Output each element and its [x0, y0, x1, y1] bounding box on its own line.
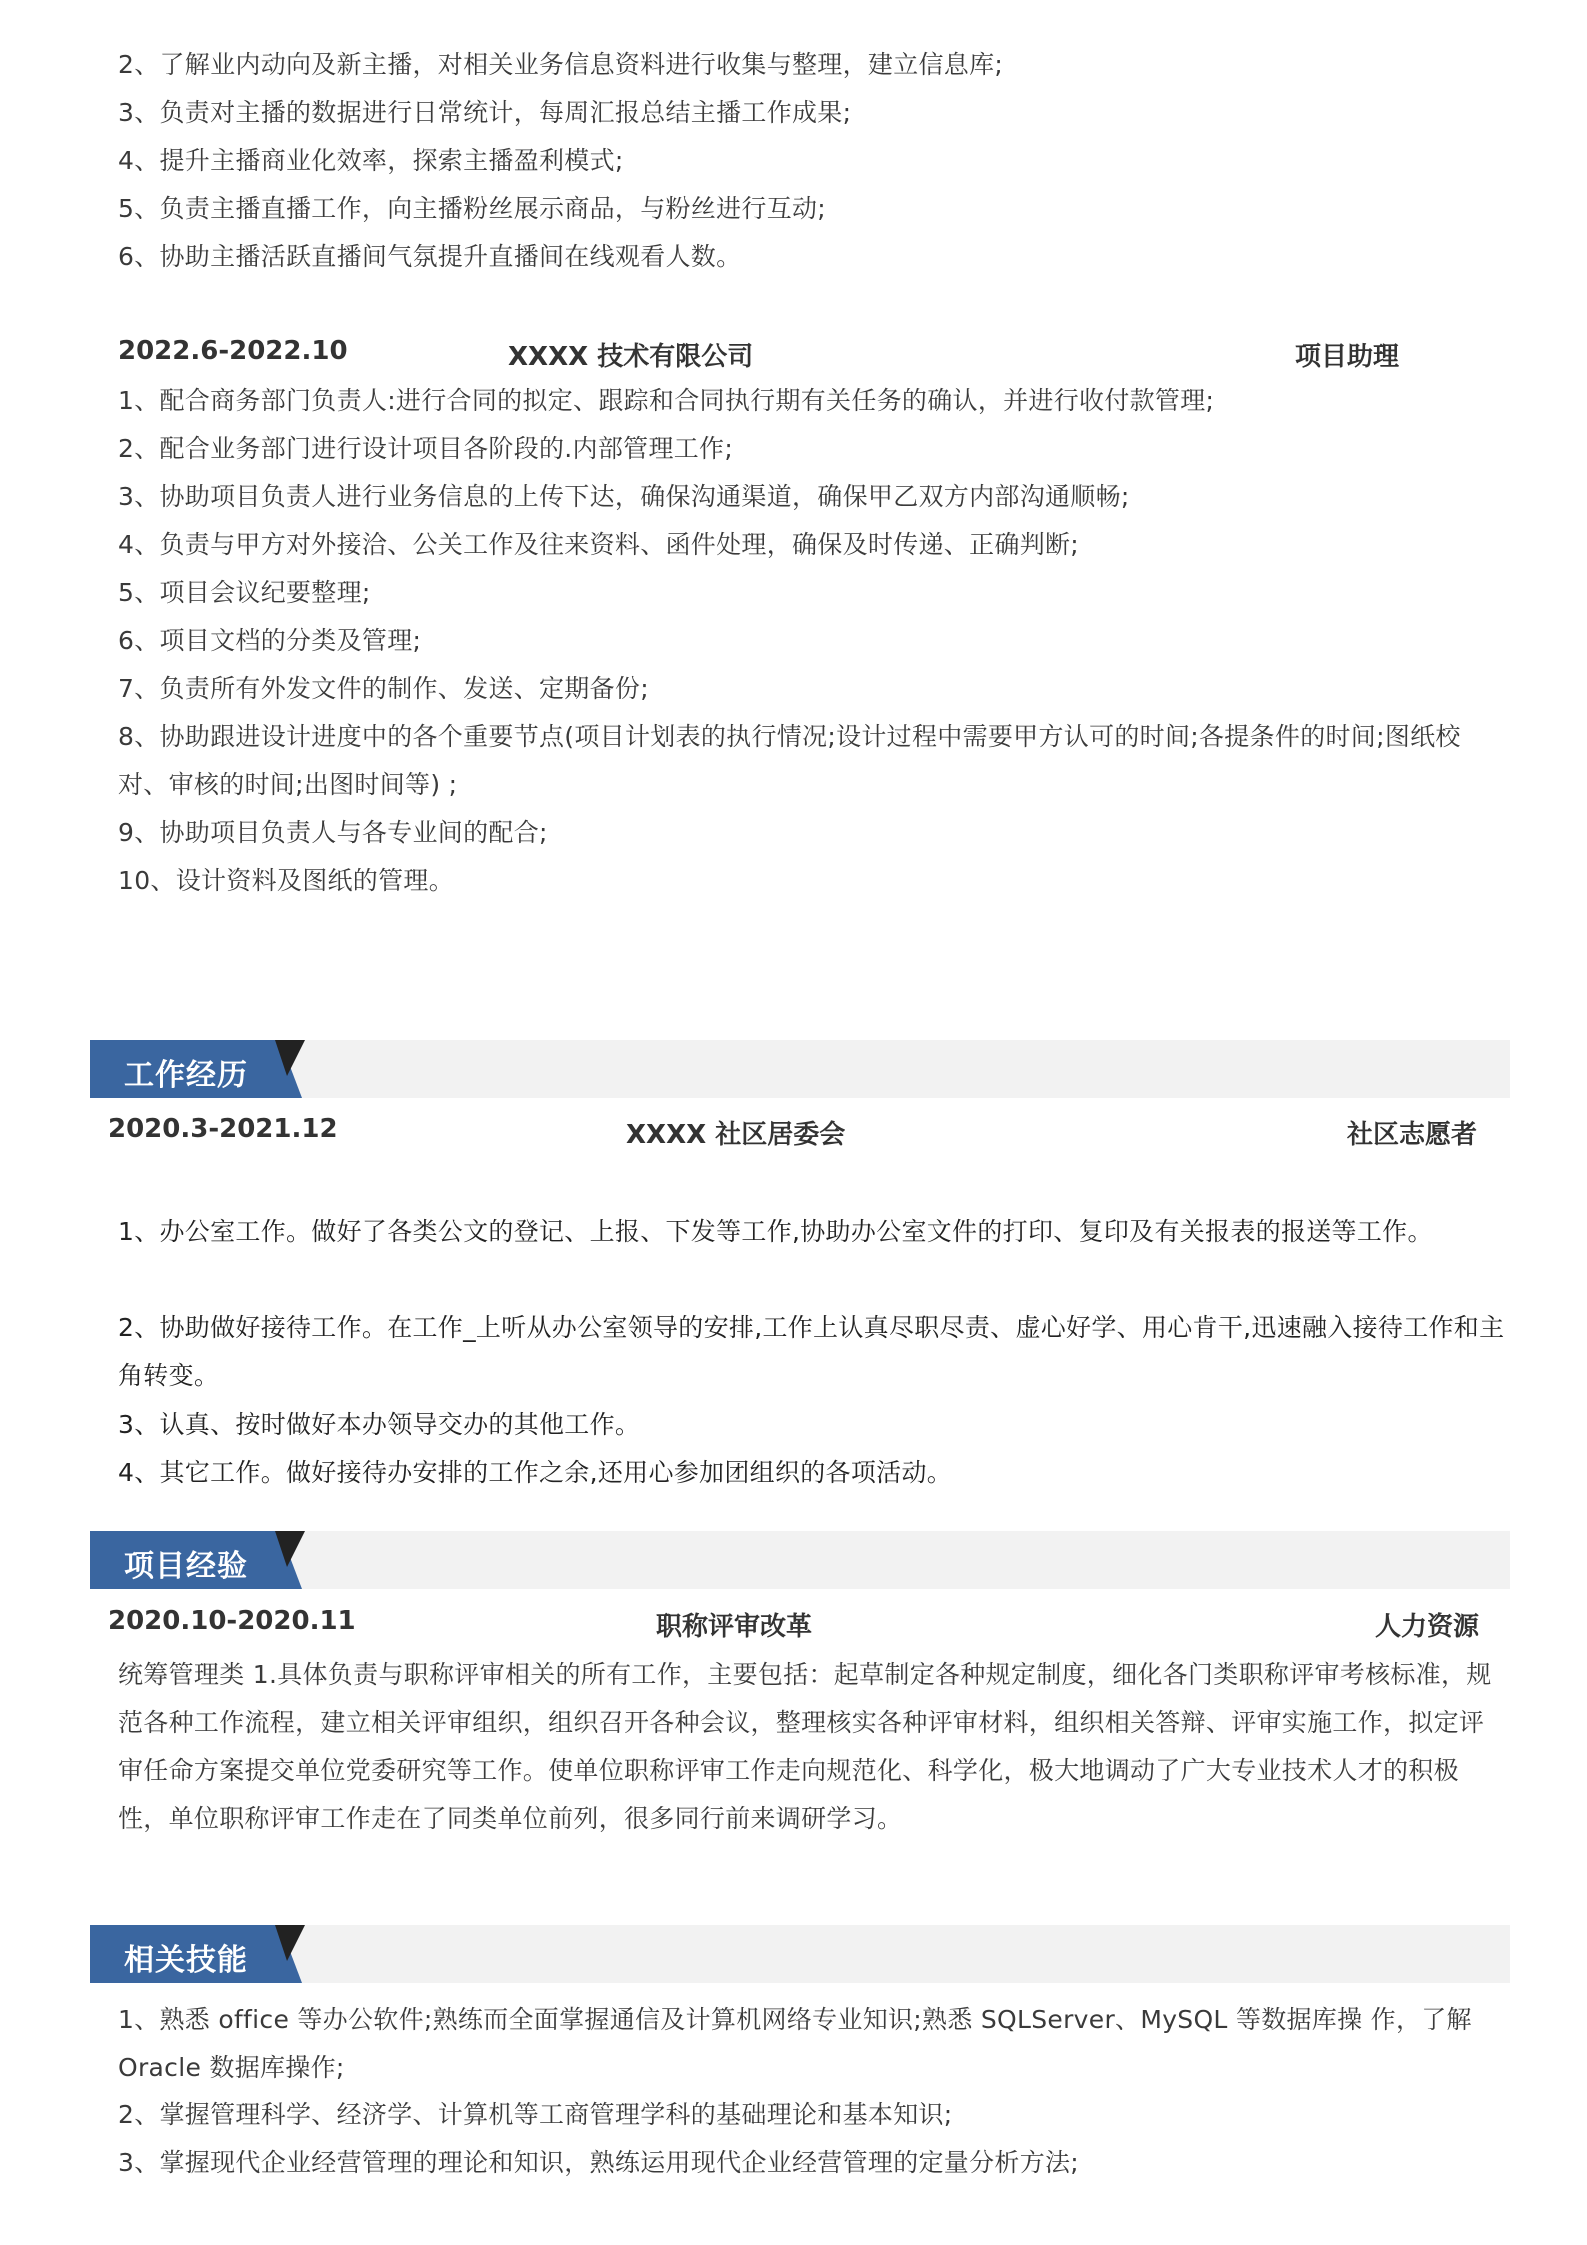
list-item: 8、协助跟进设计进度中的各个重要节点(项目计划表的执行情况;设计过程中需要甲方认可的时间;各提条件的时间;图纸校对、审核的时间;出图时间等) ;	[118, 722, 1461, 799]
section-title: 相关技能	[124, 1943, 248, 1978]
project-name: 职称评审改革	[656, 1612, 813, 1642]
list-item: 6、协助主播活跃直播间气氛提升直播间在线观看人数。	[118, 242, 742, 271]
list-item: 4、提升主播商业化效率，探索主播盈利模式;	[118, 146, 624, 175]
list-item: 3、认真、按时做好本办领导交办的其他工作。	[118, 1410, 641, 1439]
project-role: 人力资源	[1375, 1612, 1480, 1642]
list-item: 2、了解业内动向及新主播，对相关业务信息资料进行收集与整理，建立信息库;	[118, 50, 1004, 79]
list-item: 3、协助项目负责人进行业务信息的上传下达，确保沟通渠道，确保甲乙双方内部沟通顺畅;	[118, 482, 1130, 511]
list-item: 4、其它工作。做好接待办安排的工作之余,还用心参加团组织的各项活动。	[118, 1458, 953, 1487]
job-position: 项目助理	[1295, 342, 1400, 372]
job-header-row	[0, 336, 1587, 370]
list-item: 2、配合业务部门进行设计项目各阶段的.内部管理工作;	[118, 434, 734, 463]
list-item: 2、掌握管理科学、经济学、计算机等工商管理学科的基础理论和基本知识;	[118, 2100, 953, 2129]
section-title: 工作经历	[124, 1058, 248, 1093]
list-item: 9、协助项目负责人与各专业间的配合;	[118, 818, 548, 847]
job-date: 2022.6-2022.10	[118, 336, 348, 366]
work-company: XXXX 社区居委会	[626, 1120, 846, 1150]
section-header-project-experience	[90, 1531, 1510, 1589]
list-item: 5、项目会议纪要整理;	[118, 578, 371, 607]
project-header-row	[0, 1606, 1587, 1640]
list-item: 1、办公室工作。做好了各类公文的登记、上报、下发等工作,协助办公室文件的打印、复印及有关报表的报送等工作。	[118, 1217, 1433, 1246]
section-title: 项目经验	[124, 1549, 248, 1584]
work-date: 2020.3-2021.12	[108, 1114, 338, 1144]
list-item: 10、设计资料及图纸的管理。	[118, 866, 455, 895]
work-header-row	[0, 1114, 1587, 1148]
list-item: 6、项目文档的分类及管理;	[118, 626, 422, 655]
work-position: 社区志愿者	[1347, 1120, 1478, 1150]
job-company: XXXX 技术有限公司	[508, 342, 754, 372]
list-item: 4、负责与甲方对外接洽、公关工作及往来资料、函件处理，确保及时传递、正确判断;	[118, 530, 1080, 559]
list-item: 1、配合商务部门负责人:进行合同的拟定、跟踪和合同执行期有关任务的确认，并进行收付款管理;	[118, 386, 1215, 415]
list-item: 2、协助做好接待工作。在工作_上听从办公室领导的安排,工作上认真尽职尽责、虚心好学、用心肯干,迅速融入接待工作和主角转变。	[118, 1313, 1505, 1390]
list-item: 3、掌握现代企业经营管理的理论和知识，熟练运用现代企业经营管理的定量分析方法;	[118, 2148, 1080, 2177]
section-header-skills	[90, 1925, 1510, 1983]
project-date: 2020.10-2020.11	[108, 1606, 356, 1636]
list-item: 5、负责主播直播工作，向主播粉丝展示商品，与粉丝进行互动;	[118, 194, 827, 223]
section-header-work-experience	[90, 1040, 1510, 1098]
list-item: 1、熟悉 office 等办公软件;熟练而全面掌握通信及计算机网络专业知识;熟悉 SQLServer、MySQL 等数据库操 作，了解 Oracle 数据库操作;	[118, 2005, 1472, 2082]
list-item: 3、负责对主播的数据进行日常统计，每周汇报总结主播工作成果;	[118, 98, 852, 127]
project-description: 统筹管理类 1.具体负责与职称评审相关的所有工作，主要包括：起草制定各种规定制度，细化各门类职称评审考核标准，规范各种工作流程，建立相关评审组织，组织召开各种会议，整理核实各种评审材料，组织相关答辩、评审实施工作，拟定评审任命方案提交单位党委研究等工作。使单位职称评审工作走向规范化、科学化，极大地调动了广大专业技术人才的积极性，单位职称评审工作走在了同类单位前列，很多同行前来调研学习。	[118, 1660, 1492, 1833]
list-item: 7、负责所有外发文件的制作、发送、定期备份;	[118, 674, 649, 703]
